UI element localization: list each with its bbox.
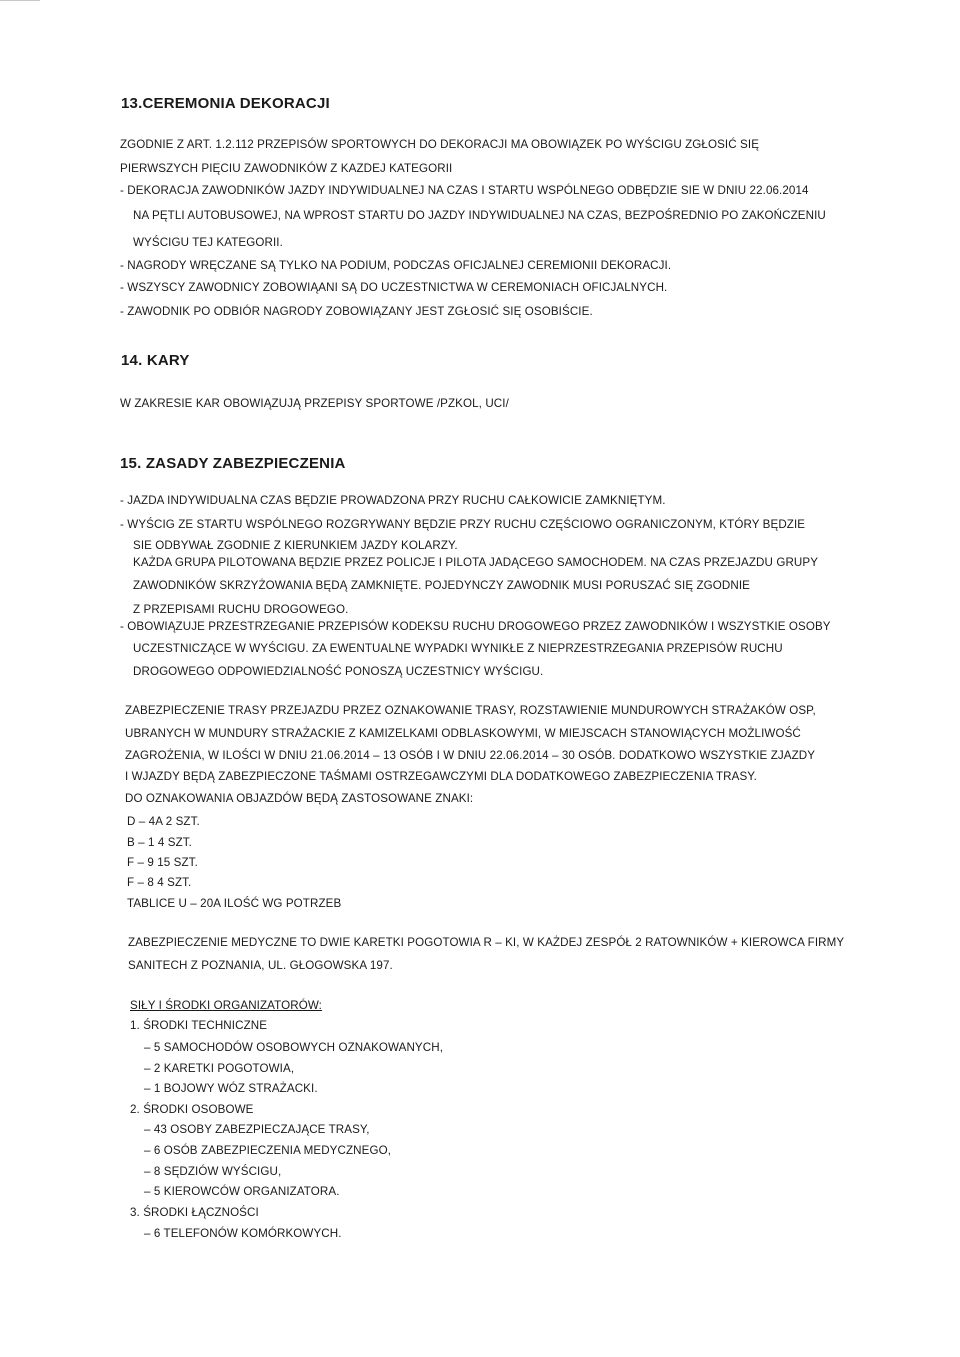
s13-paragraph-line: ZGODNIE Z ART. 1.2.112 PRZEPISÓW SPORTOWYCH DO DEKORACJI MA OBOWIĄZEK PO WYŚCIGU ZGŁOSIĆ SIĘ bbox=[120, 138, 760, 151]
s15-paragraph-line: DROGOWEGO ODPOWIEDZIALNOŚĆ PONOSZĄ UCZESTNICY WYŚCIGU. bbox=[133, 665, 544, 678]
section-15-title: 15. ZASADY ZABEZPIECZENIA bbox=[120, 455, 346, 472]
forces-list-item: – 5 SAMOCHODÓW OSOBOWYCH OZNAKOWANYCH, bbox=[144, 1041, 444, 1054]
forces-list-item: – 1 BOJOWY WÓZ STRAŻACKI. bbox=[144, 1082, 318, 1095]
forces-group-title: 3. ŚRODKI ŁĄCZNOŚCI bbox=[130, 1206, 259, 1219]
forces-list-item: – 5 KIEROWCÓW ORGANIZATORA. bbox=[144, 1185, 340, 1198]
s13-paragraph-line: WYŚCIGU TEJ KATEGORII. bbox=[133, 236, 283, 249]
traffic-paragraph-line: ZAGROŻENIA, W ILOŚCI W DNIU 21.06.2014 – 13 OSÓB I W DNIU 22.06.2014 – 30 OSÓB. DODATKOWO WSZYSTKIE ZJAZDY bbox=[125, 749, 816, 762]
forces-heading: SIŁY I ŚRODKI ORGANIZATORÓW: bbox=[130, 999, 322, 1012]
s14-paragraph-line: W ZAKRESIE KAR OBOWIĄZUJĄ PRZEPISY SPORTOWE /PZKOL, UCI/ bbox=[120, 397, 509, 410]
section-14-title: 14. KARY bbox=[121, 352, 190, 369]
s15-paragraph-line: SIE ODBYWAŁ ZGODNIE Z KIERUNKIEM JAZDY KOLARZY. bbox=[133, 539, 458, 552]
medical-paragraph-line: ZABEZPIECZENIE MEDYCZNE TO DWIE KARETKI POGOTOWIA R – KI, W KAŻDEJ ZESPÓŁ 2 RATOWNIKÓW + KIEROWCA FIRMY bbox=[128, 936, 845, 949]
forces-list-item: – 8 SĘDZIÓW WYŚCIGU, bbox=[144, 1165, 282, 1178]
sign-list-item: D – 4A 2 SZT. bbox=[127, 815, 200, 828]
traffic-paragraph-line: DO OZNAKOWANIA OBJAZDÓW BĘDĄ ZASTOSOWANE ZNAKI: bbox=[125, 792, 474, 805]
s15-paragraph-line: - WYŚCIG ZE STARTU WSPÓLNEGO ROZGRYWANY BĘDZIE PRZY RUCHU CZĘŚCIOWO OGRANICZONYM, KTÓRY BĘDZIE bbox=[120, 518, 806, 531]
s13-paragraph-line: NA PĘTLI AUTOBUSOWEJ, NA WPROST STARTU DO JAZDY INDYWIDUALNEJ NA CZAS, BEZPOŚREDNIO PO ZAKOŃCZENIU bbox=[133, 209, 826, 222]
s13-paragraph-line: - DEKORACJA ZAWODNIKÓW JAZDY INDYWIDUALNEJ NA CZAS I STARTU WSPÓLNEGO ODBĘDZIE SIE W DNIU 22.06.2014 bbox=[120, 184, 809, 197]
forces-list-item: – 2 KARETKI POGOTOWIA, bbox=[144, 1062, 295, 1075]
section-13-title: 13.CEREMONIA DEKORACJI bbox=[121, 95, 330, 112]
traffic-paragraph-line: ZABEZPIECZENIE TRASY PRZEJAZDU PRZEZ OZNAKOWANIE TRASY, ROZSTAWIENIE MUNDUROWYCH STRAŻAKÓW OSP, bbox=[125, 704, 816, 717]
sign-list-item: F – 9 15 SZT. bbox=[127, 856, 198, 869]
scan-edge bbox=[0, 0, 40, 15]
sign-list-item: B – 1 4 SZT. bbox=[127, 836, 192, 849]
s15-paragraph-line: - OBOWIĄZUJE PRZESTRZEGANIE PRZEPISÓW KODEKSU RUCHU DROGOWEGO PRZEZ ZAWODNIKÓW I WSZYSTKIE OSOBY bbox=[120, 620, 831, 633]
s15-paragraph-line: Z PRZEPISAMI RUCHU DROGOWEGO. bbox=[133, 603, 349, 616]
s15-paragraph-line: ZAWODNIKÓW SKRZYŻOWANIA BĘDĄ ZAMKNIĘTE. POJEDYNCZY ZAWODNIK MUSI PORUSZAĆ SIĘ ZGODNIE bbox=[133, 579, 751, 592]
s13-paragraph-line: - NAGRODY WRĘCZANE SĄ TYLKO NA PODIUM, PODCZAS OFICJALNEJ CEREMIONII DEKORACJI. bbox=[120, 259, 672, 272]
s15-paragraph-line: - JAZDA INDYWIDUALNA CZAS BĘDZIE PROWADZONA PRZY RUCHU CAŁKOWICIE ZAMKNIĘTYM. bbox=[120, 494, 666, 507]
s13-paragraph-line: PIERWSZYCH PIĘCIU ZAWODNIKÓW Z KAZDEJ KATEGORII bbox=[120, 162, 453, 175]
forces-list-item: – 43 OSOBY ZABEZPIECZAJĄCE TRASY, bbox=[144, 1123, 370, 1136]
traffic-paragraph-line: I WJAZDY BĘDĄ ZABEZPIECZONE TAŚMAMI OSTRZEGAWCZYMI DLA DODATKOWEGO ZABEZPIECZENIA TRASY. bbox=[125, 770, 757, 783]
traffic-paragraph-line: UBRANYCH W MUNDURY STRAŻACKIE Z KAMIZELKAMI ODBLASKOWYMI, W MIEJSCACH STANOWIĄCYCH MOŻLIWOŚĆ bbox=[125, 727, 801, 740]
medical-paragraph-line: SANITECH Z POZNANIA, UL. GŁOGOWSKA 197. bbox=[128, 959, 393, 972]
forces-group-title: 1. ŚRODKI TECHNICZNE bbox=[130, 1019, 268, 1032]
sign-list-item: TABLICE U – 20A ILOŚĆ WG POTRZEB bbox=[127, 897, 342, 910]
forces-group-title: 2. ŚRODKI OSOBOWE bbox=[130, 1103, 254, 1116]
forces-list-item: – 6 OSÓB ZABEZPIECZENIA MEDYCZNEGO, bbox=[144, 1144, 392, 1157]
s13-paragraph-line: - ZAWODNIK PO ODBIÓR NAGRODY ZOBOWIĄZANY JEST ZGŁOSIĆ SIĘ OSOBIŚCIE. bbox=[120, 305, 593, 318]
s15-paragraph-line: KAŻDA GRUPA PILOTOWANA BĘDZIE PRZEZ POLICJE I PILOTA JADĄCEGO SAMOCHODEM. NA CZAS PRZEJAZDU GRUPY bbox=[133, 556, 819, 569]
sign-list-item: F – 8 4 SZT. bbox=[127, 876, 192, 889]
forces-list-item: – 6 TELEFONÓW KOMÓRKOWYCH. bbox=[144, 1227, 342, 1240]
s15-paragraph-line: UCZESTNICZĄCE W WYŚCIGU. ZA EWENTUALNE WYPADKI WYNIKŁE Z NIEPRZESTRZEGANIA PRZEPISÓW RUCHU bbox=[133, 642, 783, 655]
s13-paragraph-line: - WSZYSCY ZAWODNICY ZOBOWIĄANI SĄ DO UCZESTNICTWA W CEREMONIACH OFICJALNYCH. bbox=[120, 281, 668, 294]
